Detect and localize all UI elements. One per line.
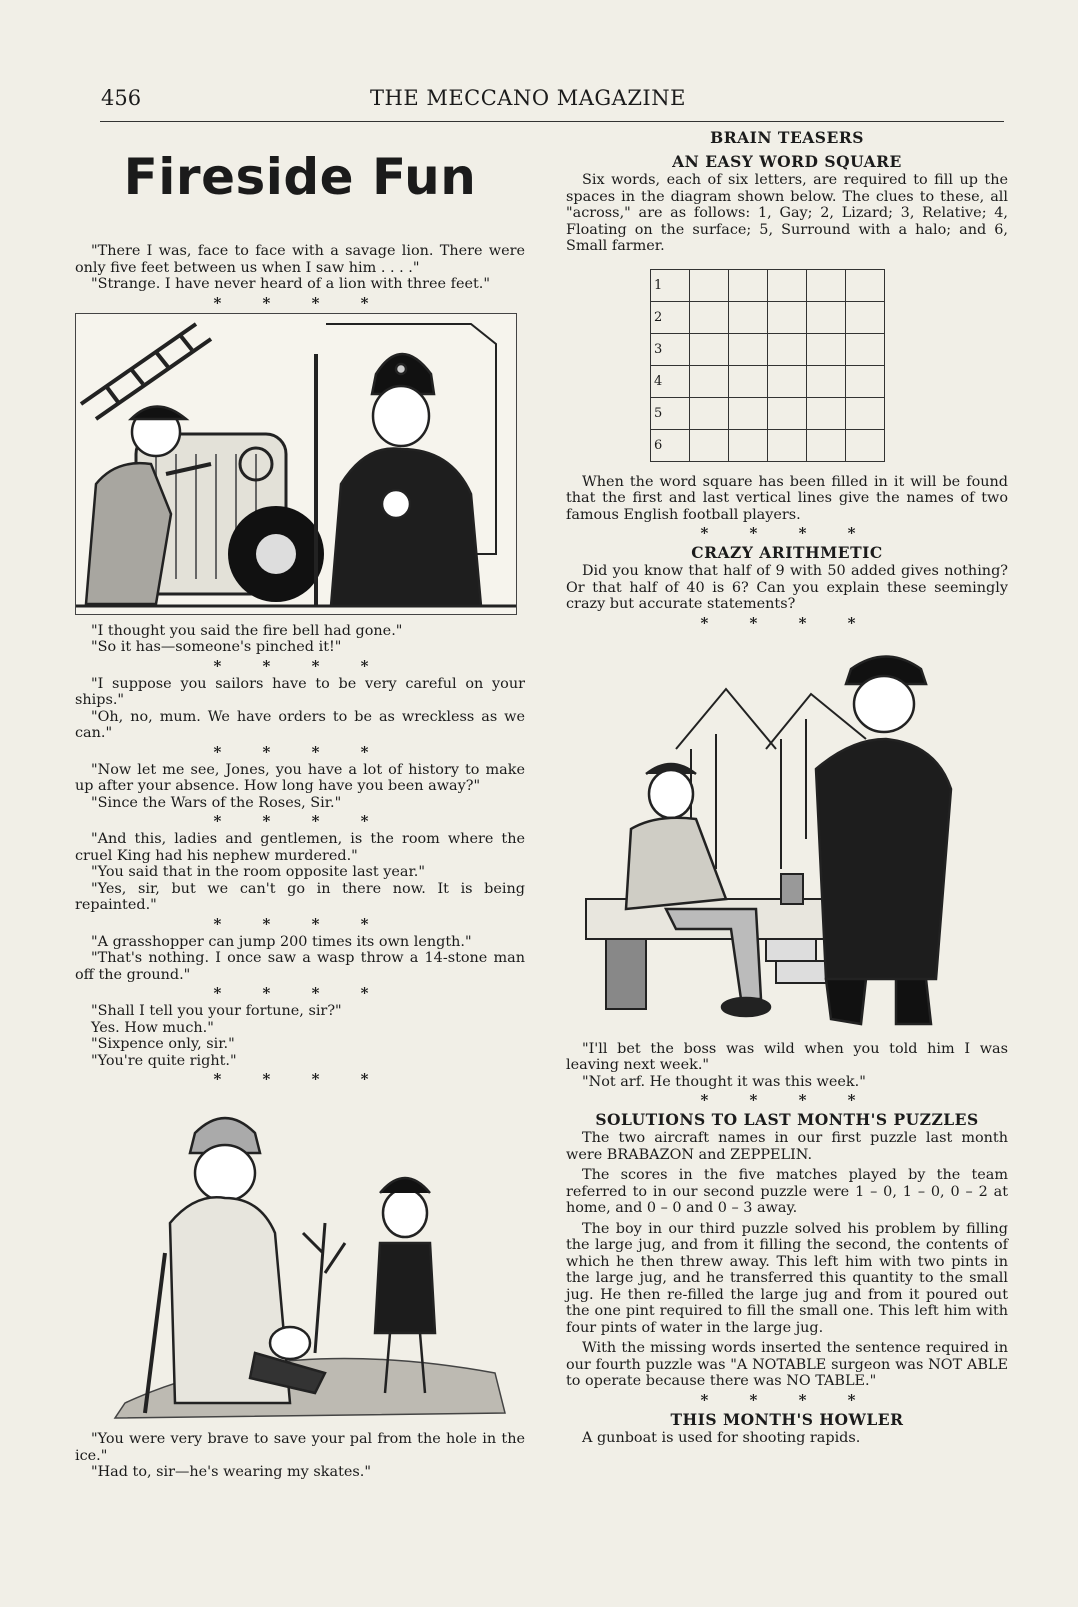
separator-stars: * * * * (213, 656, 387, 675)
grid-row (651, 397, 885, 429)
separator-stars: * * * * (213, 914, 387, 933)
grid-cell (846, 333, 885, 365)
grid-cell (807, 397, 846, 429)
joke-fortune (75, 1003, 525, 1069)
grid-cell (846, 365, 885, 397)
joke-line: "Since the Wars of the Roses, Sir." (91, 794, 342, 811)
grid-cell (807, 301, 846, 333)
separator-stars: * * * * (700, 524, 874, 542)
grid-cell (690, 269, 729, 301)
caption-line: "You were very brave to save your pal from the hole in the ice." (75, 1431, 525, 1464)
grid-cell (768, 429, 807, 461)
grid-cell (690, 397, 729, 429)
solution-paragraph: With the missing words inserted the sentence required in our fourth puzzle was "A NOTABLE surgeon was NOT ABLE to operate because there was NO TABLE." (566, 1340, 1008, 1389)
joke-sailors (75, 676, 525, 742)
grid-cell (807, 365, 846, 397)
solution-paragraph: The two aircraft names in our first puzzle last month were BRABAZON and ZEPPELIN. (566, 1130, 1008, 1163)
grid-cell (768, 333, 807, 365)
grid-row (651, 301, 885, 333)
joke-line: "Now let me see, Jones, you have a lot of history to make up after your absence. How long have you been away?" (75, 761, 525, 794)
joke-line: "You said that in the room opposite last year." (91, 864, 425, 880)
caption-line: "Not arf. He thought it was this week." (582, 1073, 866, 1090)
grid-cell (690, 365, 729, 397)
separator-stars: * * * * (213, 293, 387, 312)
joke-cruel-king (75, 831, 525, 914)
grid-cell (729, 397, 768, 429)
grid-cell (690, 301, 729, 333)
grid-cell (729, 365, 768, 397)
crazy-arithmetic-text: Did you know that half of 9 with 50 added gives nothing? Or that half of 40 is 6? Can you explain these seemingly crazy but accurate statements? (566, 563, 1008, 612)
joke-line: "And this, ladies and gentlemen, is the room where the cruel King had his nephew murdered." (75, 831, 525, 864)
joke-line: Yes. How much." (91, 1019, 214, 1036)
separator-stars: * * * * (213, 812, 387, 830)
grid-row (651, 365, 885, 397)
grid-row-number: 3 (651, 333, 690, 365)
brain-teasers-heading: BRAIN TEASERS (710, 128, 864, 147)
solution-paragraph: The scores in the five matches played by the team referred to in our second puzzle were 1 – 0, 1 – 0, 0 – 2 at home, and 0 – 0 and 0 – 3 away. (566, 1167, 1008, 1216)
joke-line: "Shall I tell you your fortune, sir?" (91, 1003, 342, 1019)
grid-row (651, 429, 885, 461)
caption-line: "Had to, sir—he's wearing my skates." (91, 1464, 371, 1480)
howler-heading: THIS MONTH'S HOWLER (670, 1409, 904, 1429)
grid-cell (690, 429, 729, 461)
grid-cell (768, 269, 807, 301)
separator-stars: * * * * (213, 1070, 387, 1088)
grid-row-number: 2 (651, 301, 690, 333)
solutions-heading: SOLUTIONS TO LAST MONTH'S PUZZLES (595, 1110, 979, 1129)
separator-stars: * * * * (213, 742, 387, 761)
joke-line: "You're quite right." (91, 1052, 237, 1069)
grid-row (651, 333, 885, 365)
fireside-fun-title: Fireside Fun (123, 148, 477, 206)
grid-row-number: 1 (651, 269, 690, 301)
caption-boss (566, 1041, 1008, 1091)
cartoon-boss (566, 639, 996, 1039)
caption-line: "I'll bet the boss was wild when you told him I was leaving next week." (566, 1040, 1008, 1073)
crazy-arithmetic-heading: CRAZY ARITHMETIC (691, 543, 883, 562)
grid-cell (846, 397, 885, 429)
grid-cell (729, 269, 768, 301)
fireside-fun-column (75, 150, 525, 1481)
caption-line: "So it has—someone's pinched it!" (91, 639, 342, 655)
joke-line: "A grasshopper can jump 200 times its own length." (91, 933, 472, 950)
magazine-title: THE MECCANO MAGAZINE (370, 86, 686, 110)
grid-cell (729, 429, 768, 461)
joke-lion (75, 243, 525, 293)
page-number: 456 (101, 86, 142, 110)
howler-text: A gunboat is used for shooting rapids. (582, 1429, 861, 1446)
grid-cell (846, 301, 885, 333)
grid-cell (768, 301, 807, 333)
grid-cell (846, 429, 885, 461)
grid-row (651, 269, 885, 301)
grid-cell (807, 429, 846, 461)
word-square-grid (650, 269, 885, 462)
caption-fire-bell (75, 623, 525, 656)
header-rule (100, 121, 1004, 122)
joke-line: "Yes, sir, but we can't go in there now. It is being repainted." (75, 880, 525, 913)
grid-row-number: 5 (651, 397, 690, 429)
separator-stars: * * * * (700, 613, 874, 632)
grid-row-number: 4 (651, 365, 690, 397)
cartoon-fire-bell (75, 313, 517, 615)
joke-line: "There I was, face to face with a savage lion. There were only five feet between us when I saw him . . . ." (75, 243, 525, 276)
grid-cell (768, 365, 807, 397)
grid-cell (807, 269, 846, 301)
caption-line: "I thought you said the fire bell had gone." (91, 622, 403, 639)
grid-row-number: 6 (651, 429, 690, 461)
word-square-heading: AN EASY WORD SQUARE (672, 152, 902, 171)
word-square-outro: When the word square has been filled in it will be found that the first and last vertical lines give the names of two famous English football players. (566, 473, 1008, 523)
joke-line: "Strange. I have never heard of a lion with three feet." (91, 276, 490, 292)
joke-line: "Oh, no, mum. We have orders to be as wreckless as we can." (75, 708, 525, 741)
joke-line: "I suppose you sailors have to be very careful on your ships." (75, 675, 525, 708)
separator-stars: * * * * (700, 1091, 874, 1109)
solution-paragraph: The boy in our third puzzle solved his problem by filling the large jug, and from it filling the second, the contents of which he then threw away. This left him with two pints in the large jug, and he transferred this quantity to the small jug. He then re-filled the large jug and from it poured out the one pint required to fill the small one. This left him with four pints of water in the large jug. (566, 1220, 1008, 1336)
grid-cell (768, 397, 807, 429)
grid-cell (729, 333, 768, 365)
cartoon-skates (75, 1093, 515, 1423)
word-square-intro: Six words, each of six letters, are required to fill up the spaces in the diagram shown below. The clues to these, all "across," are as follows: 1, Gay; 2, Lizard; 3, Relative; 4, Floating on the surface; 5, Surround with a halo; and 6, Small farmer. (566, 172, 1008, 254)
joke-line: "Sixpence only, sir." (91, 1036, 235, 1052)
brain-teasers-column (566, 128, 1008, 1446)
grid-cell (690, 333, 729, 365)
grid-cell (729, 301, 768, 333)
grid-cell (846, 269, 885, 301)
joke-history (75, 762, 525, 812)
grid-cell (807, 333, 846, 365)
separator-stars: * * * * (213, 984, 387, 1002)
joke-line: "That's nothing. I once saw a wasp throw a 14-stone man off the ground." (75, 950, 525, 983)
separator-stars: * * * * (700, 1390, 874, 1409)
caption-skates (75, 1431, 525, 1481)
joke-grasshopper (75, 934, 525, 984)
